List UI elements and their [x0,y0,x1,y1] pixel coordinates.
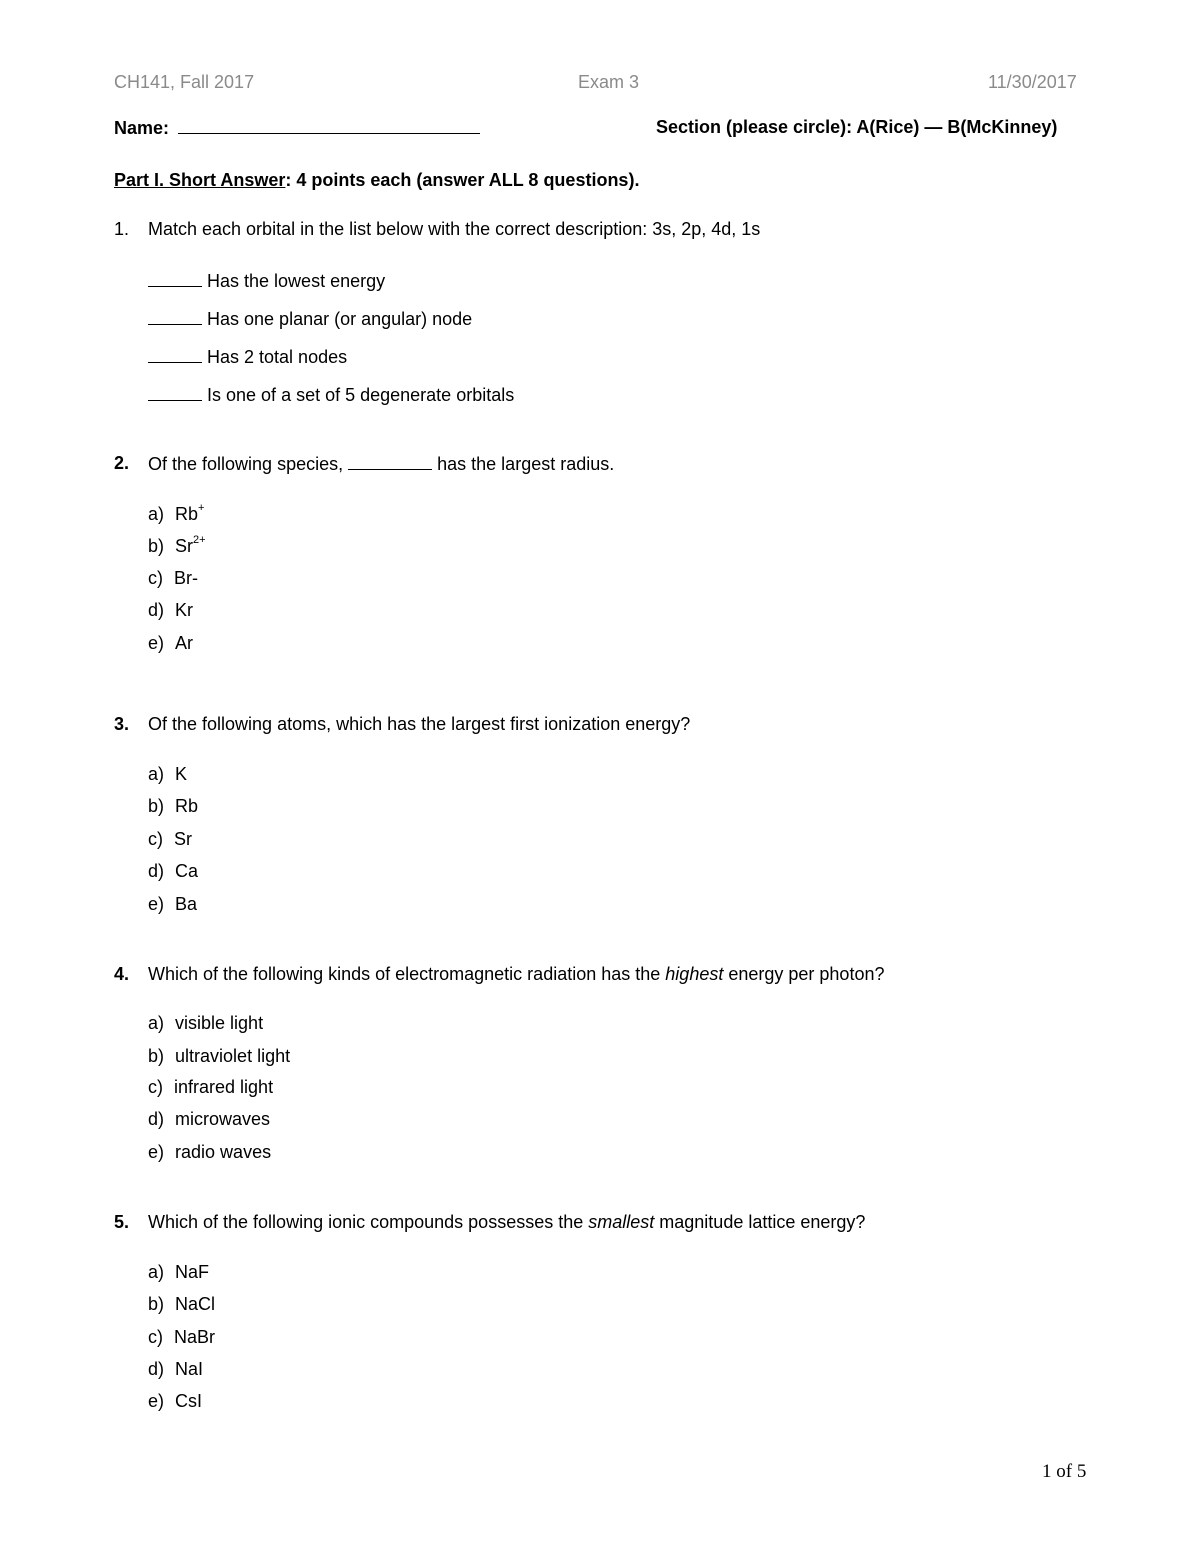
option-letter: b) [148,1294,165,1314]
answer-blank[interactable] [148,270,202,287]
q4-text-emphasis: highest [665,964,724,984]
q4-text-pre: Which of the following kinds of electromagnetic radiation has the [148,964,661,984]
part1-title: Part I. Short Answer [114,170,286,190]
q1-item-text: Has one planar (or angular) node [207,309,473,329]
q3-text: Of the following atoms, which has the largest first ionization energy? [148,714,691,734]
option-letter: a) [148,1262,165,1282]
q5-number: 5. [114,1212,130,1232]
q4-text [148,964,884,985]
option-text: Ar [175,633,194,653]
option-text: Ba [175,894,198,914]
option-charge: + [198,502,205,514]
q2-option[interactable] [148,536,206,557]
option-text: Kr [175,600,194,620]
option-text: radio waves [175,1142,272,1162]
option-letter: b) [148,1046,165,1066]
q1-text: Match each orbital in the list below with the correct description: 3s, 2p, 4d, 1s [148,219,761,239]
q1-item [148,346,347,368]
option-letter: a) [148,1013,165,1033]
q5-text [148,1212,865,1233]
q2-text-pre: Of the following species, [148,454,344,474]
q5-text-emphasis: smallest [588,1212,655,1232]
option-letter: b) [148,536,165,556]
q2-text [148,453,614,475]
option-text: visible light [175,1013,264,1033]
option-charge: 2+ [193,534,206,546]
header-date: 11/30/2017 [988,72,1077,92]
q4-option[interactable] [148,1046,290,1067]
q1-item [148,270,385,292]
part1-heading [114,170,639,191]
q2-answer-blank[interactable] [348,453,432,470]
option-text: NaI [175,1359,204,1379]
option-text: ultraviolet light [175,1046,291,1066]
option-letter: c) [148,1327,163,1347]
option-text: Sr [174,829,193,849]
q1-number: 1. [114,219,130,239]
q4-number: 4. [114,964,130,984]
q1-item [148,308,472,330]
q1-item [148,384,514,406]
option-text: NaCl [175,1294,216,1314]
q5-option[interactable] [148,1391,202,1412]
q3-option[interactable] [148,861,198,882]
name-label: Name: [114,118,170,138]
option-letter: a) [148,764,165,784]
q3-number: 3. [114,714,130,734]
answer-blank[interactable] [148,308,202,325]
q2-option[interactable] [148,600,193,621]
q3-option[interactable] [148,894,197,915]
q4-text-post: energy per photon? [728,964,885,984]
option-letter: d) [148,600,165,620]
page-number: 1 of 5 [1042,1461,1087,1482]
option-letter: e) [148,1142,165,1162]
option-letter: e) [148,894,165,914]
option-letter: e) [148,633,165,653]
q5-option[interactable] [148,1294,215,1315]
q1-item-text: Is one of a set of 5 degenerate orbitals [207,385,515,405]
q5-text-pre: Which of the following ionic compounds possesses the [148,1212,584,1232]
q2-option[interactable] [148,504,204,525]
q4-option[interactable] [148,1109,270,1130]
option-text: NaF [175,1262,210,1282]
q3-option[interactable] [148,796,198,817]
q4-option[interactable] [148,1077,273,1098]
q4-option[interactable] [148,1013,263,1034]
q4-option[interactable] [148,1142,271,1163]
option-text: Rb [175,796,199,816]
option-letter: e) [148,1391,165,1411]
option-text: Rb [175,504,199,524]
header-course: CH141, Fall 2017 [114,72,255,92]
q5-option[interactable] [148,1262,209,1283]
option-letter: c) [148,829,163,849]
q2-option[interactable] [148,633,193,654]
q5-text-post: magnitude lattice energy? [659,1212,866,1232]
option-letter: d) [148,861,165,881]
option-text: microwaves [175,1109,271,1129]
option-text: Ca [175,861,199,881]
option-letter: a) [148,504,165,524]
option-text: Sr [175,536,194,556]
q2-number: 2. [114,453,130,473]
q2-text-post: has the largest radius. [437,454,615,474]
option-letter: d) [148,1109,165,1129]
q1-item-text: Has the lowest energy [207,271,386,291]
option-letter: c) [148,1077,163,1097]
answer-blank[interactable] [148,384,202,401]
option-text: CsI [175,1391,203,1411]
option-text: K [175,764,188,784]
option-letter: c) [148,568,163,588]
q1-item-text: Has 2 total nodes [207,347,348,367]
option-text: Br- [174,568,199,588]
part1-instructions: : 4 points each (answer ALL 8 questions). [285,170,640,190]
section-line: Section (please circle): A(Rice) — B(McKinney) [656,117,1058,137]
name-blank[interactable] [178,117,480,134]
option-letter: d) [148,1359,165,1379]
option-letter: b) [148,796,165,816]
q5-option[interactable] [148,1327,215,1348]
option-text: NaBr [174,1327,216,1347]
option-text: infrared light [174,1077,274,1097]
q2-option[interactable] [148,568,198,589]
q3-option[interactable] [148,829,192,850]
header-exam: Exam 3 [578,72,640,92]
q3-option[interactable] [148,764,187,785]
answer-blank[interactable] [148,346,202,363]
name-line [114,117,480,139]
q5-option[interactable] [148,1359,203,1380]
